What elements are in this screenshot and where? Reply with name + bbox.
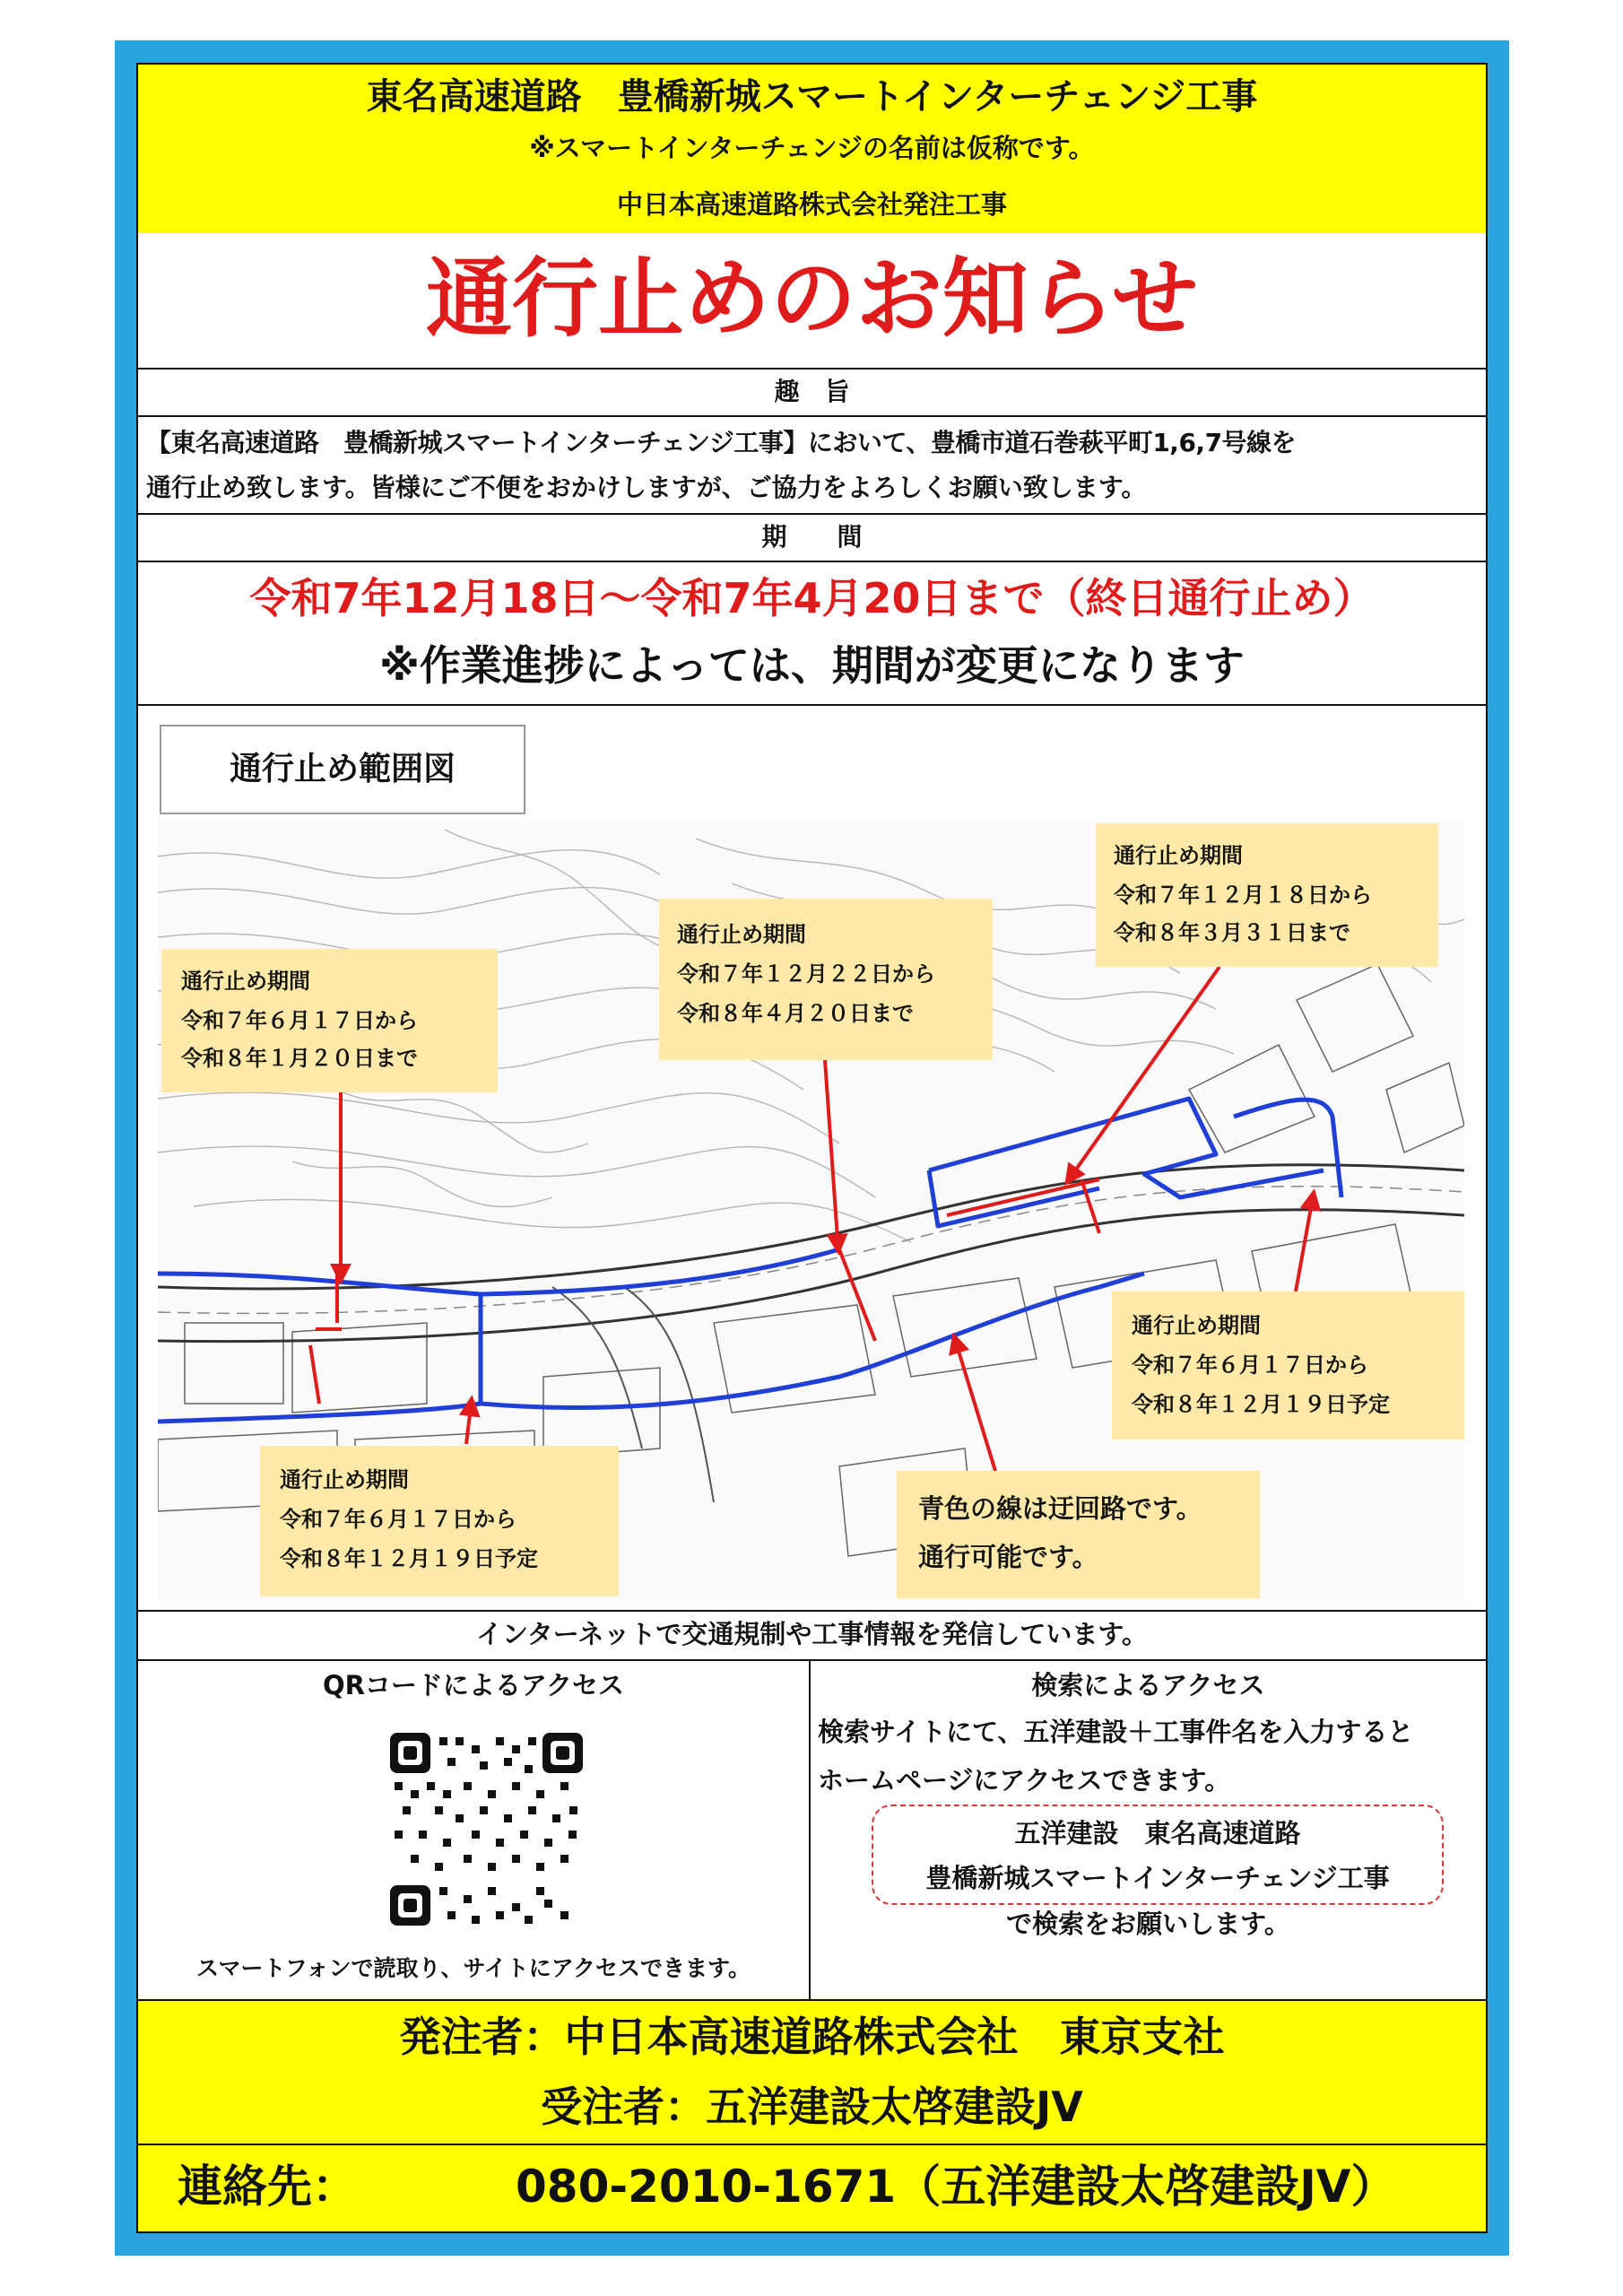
callout-line: 令和８年１２月１９日予定 xyxy=(1132,1392,1390,1417)
search-keyword-box xyxy=(872,1805,1444,1905)
purpose-heading: 趣 旨 xyxy=(774,377,850,406)
footer-contact-label: 連絡先： xyxy=(178,2161,357,2213)
qr-code-image xyxy=(390,1733,583,1926)
purpose-line2: 通行止め致します。皆様にご不便をおかけしますが、ご協力をよろしくお願い致します。 xyxy=(146,473,1147,502)
callout-title: 通行止め期間 xyxy=(1114,843,1243,868)
footer-orderer: 発注者：中日本高速道路株式会社 東京支社 xyxy=(399,2013,1225,2061)
divider xyxy=(136,704,1488,706)
divider xyxy=(136,1999,1488,2001)
map-label xyxy=(160,725,525,814)
callout-line: 令和８年４月２０日まで xyxy=(677,1001,914,1026)
callout-line: 令和７年１２月１８日から xyxy=(1114,883,1372,908)
header-client-line: 中日本高速道路株式会社発注工事 xyxy=(616,189,1007,220)
qr-code[interactable] xyxy=(390,1733,583,1926)
callout-1 xyxy=(161,949,498,1092)
divider xyxy=(136,561,1488,562)
search-line1: 検索サイトにて、五洋建設＋工事件名を入力すると xyxy=(818,1717,1414,1747)
callout-line: 令和７年６月１７日から xyxy=(280,1507,516,1532)
callout-title: 通行止め期間 xyxy=(181,969,310,994)
divider xyxy=(136,1659,1488,1661)
search-after: で検索をお願いします。 xyxy=(1006,1909,1290,1939)
period-note: ※作業進捗によっては、期間が変更になります xyxy=(379,641,1245,690)
callout-title: 通行止め期間 xyxy=(677,922,806,947)
qr-caption: スマートフォンで読取り、サイトにアクセスできます。 xyxy=(195,1955,751,1981)
callout-line: 令和７年６月１７日から xyxy=(1132,1352,1368,1378)
search-line2: ホームページにアクセスできます。 xyxy=(818,1765,1231,1796)
main-title: 通行止めのお知らせ xyxy=(425,248,1199,349)
column-divider xyxy=(809,1659,811,2000)
detour-note-line1: 青色の線は迂回路です。 xyxy=(918,1493,1202,1524)
detour-note-line2: 通行可能です。 xyxy=(918,1542,1098,1572)
footer-contractor: 受注者：五洋建設太啓建設JV xyxy=(541,2083,1083,2131)
callout-2 xyxy=(659,899,993,1060)
callout-line: 令和７年１２月２２日から xyxy=(677,961,935,987)
search-heading: 検索によるアクセス xyxy=(1031,1670,1265,1700)
callout-line: 令和７年６月１７日から xyxy=(181,1008,418,1033)
period-main: 令和7年12月18日～令和7年4月20日まで（終日通行止め） xyxy=(249,574,1375,622)
callout-line: 令和８年１月２０日まで xyxy=(181,1046,418,1071)
internet-headline: インターネットで交通規制や工事情報を発信しています。 xyxy=(475,1619,1149,1649)
header-note: ※スマートインターチェンジの名前は仮称です。 xyxy=(529,133,1095,163)
callout-title: 通行止め期間 xyxy=(280,1467,409,1492)
divider xyxy=(136,2144,1488,2145)
search-box-line1: 五洋建設 東名高速道路 xyxy=(1014,1818,1301,1848)
callout-line: 令和８年３月３１日まで xyxy=(1114,920,1350,945)
period-heading: 期 間 xyxy=(761,522,863,552)
purpose-line1: 【東名高速道路 豊橋新城スマートインターチェンジ工事】において、豊橋市道石巻萩平町1,6,7号線を xyxy=(146,428,1297,457)
header-title: 東名高速道路 豊橋新城スマートインターチェンジ工事 xyxy=(366,76,1258,117)
detour-note xyxy=(897,1471,1260,1598)
callout-5 xyxy=(260,1446,619,1596)
qr-heading: QRコードによるアクセス xyxy=(322,1670,625,1700)
divider xyxy=(136,415,1488,417)
callout-4 xyxy=(1112,1292,1464,1439)
callout-title: 通行止め期間 xyxy=(1132,1313,1261,1338)
map-label-text: 通行止め範囲図 xyxy=(229,751,456,787)
callout-3 xyxy=(1096,823,1438,967)
search-box-line2: 豊橋新城スマートインターチェンジ工事 xyxy=(925,1863,1390,1893)
callout-line: 令和８年１２月１９日予定 xyxy=(280,1546,538,1571)
footer-contact-value: 080-2010-1671（五洋建設太啓建設JV） xyxy=(516,2161,1396,2213)
